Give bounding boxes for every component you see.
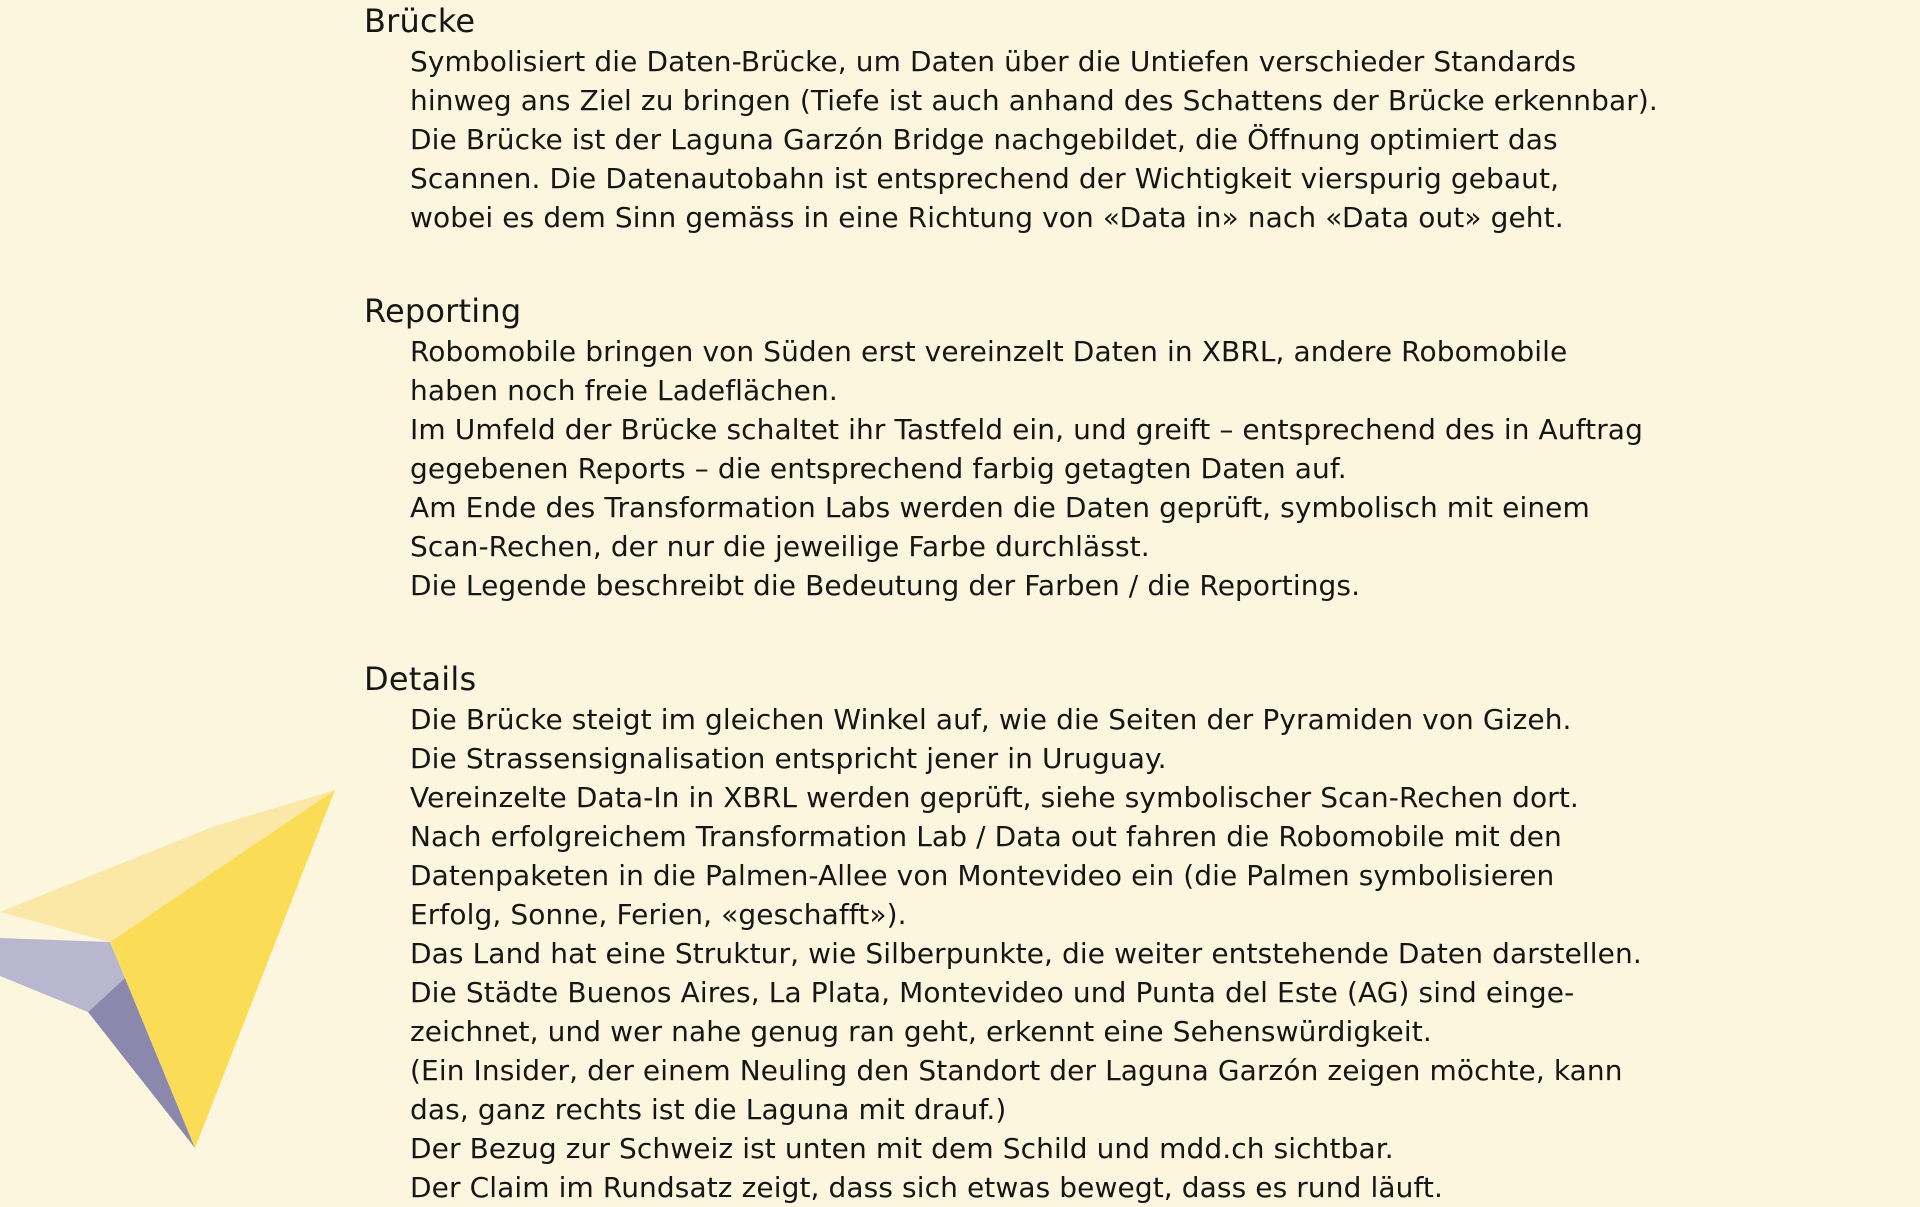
text-line: hinweg ans Ziel zu bringen (Tiefe ist auch anhand des Schattens der Brücke erkennbar). <box>410 84 1658 117</box>
heading-details: Details <box>364 660 477 698</box>
text-line: Die Brücke steigt im gleichen Winkel auf, wie die Seiten der Pyramiden von Gizeh. <box>410 703 1572 736</box>
section-details <box>364 658 1664 1207</box>
text-line: Erfolg, Sonne, Ferien, «geschafft»). <box>410 898 907 931</box>
body-details <box>364 700 1664 1207</box>
text-line: Scan-Rechen, der nur die jeweilige Farbe durchlässt. <box>410 530 1150 563</box>
text-line: Am Ende des Transformation Labs werden die Daten geprüft, symbolisch mit einem <box>410 491 1590 524</box>
text-line: Der Bezug zur Schweiz ist unten mit dem Schild und mdd.ch sichtbar. <box>410 1132 1394 1165</box>
text-line: wobei es dem Sinn gemäss in eine Richtung von «Data in» nach «Data out» geht. <box>410 201 1564 234</box>
body-bruecke <box>364 42 1664 237</box>
text-line: Die Städte Buenos Aires, La Plata, Montevideo und Punta del Este (AG) sind einge- <box>410 976 1575 1009</box>
text-line: Scannen. Die Datenautobahn ist entsprechend der Wichtigkeit vierspurig gebaut, <box>410 162 1560 195</box>
text-line: (Ein Insider, der einem Neuling den Standort der Laguna Garzón zeigen möchte, kann <box>410 1054 1623 1087</box>
text-line: Symbolisiert die Daten-Brücke, um Daten über die Untiefen verschieder Standards <box>410 45 1577 78</box>
text-line: Im Umfeld der Brücke schaltet ihr Tastfeld ein, und greift – entsprechend des in Auftrag <box>410 413 1643 446</box>
text-line: Die Legende beschreibt die Bedeutung der Farben / die Reportings. <box>410 569 1361 602</box>
paper-plane-icon <box>0 780 340 1160</box>
text-line: Das Land hat eine Struktur, wie Silberpunkte, die weiter entstehende Daten darstellen. <box>410 937 1642 970</box>
body-reporting <box>364 332 1664 605</box>
section-reporting <box>364 290 1664 605</box>
text-line: Datenpaketen in die Palmen-Allee von Montevideo ein (die Palmen symbolisieren <box>410 859 1555 892</box>
text-line: das, ganz rechts ist die Laguna mit drauf.) <box>410 1093 1007 1126</box>
section-bruecke <box>364 0 1664 237</box>
heading-reporting: Reporting <box>364 292 522 330</box>
text-line: zeichnet, und wer nahe genug ran geht, erkennt eine Sehenswürdigkeit. <box>410 1015 1432 1048</box>
text-line: gegebenen Reports – die entsprechend farbig getagten Daten auf. <box>410 452 1347 485</box>
text-line: Der Claim im Rundsatz zeigt, dass sich etwas bewegt, dass es rund läuft. <box>410 1171 1444 1204</box>
heading-bruecke: Brücke <box>364 2 476 40</box>
text-line: haben noch freie Ladeflächen. <box>410 374 838 407</box>
text-line: Vereinzelte Data-In in XBRL werden geprüft, siehe symbolischer Scan-Rechen dort. <box>410 781 1579 814</box>
text-line: Robomobile bringen von Süden erst vereinzelt Daten in XBRL, andere Robomobile <box>410 335 1568 368</box>
text-line: Nach erfolgreichem Transformation Lab / Data out fahren die Robomobile mit den <box>410 820 1562 853</box>
text-line: Die Strassensignalisation entspricht jener in Uruguay. <box>410 742 1167 775</box>
text-line: Die Brücke ist der Laguna Garzón Bridge nachgebildet, die Öffnung optimiert das <box>410 123 1558 156</box>
